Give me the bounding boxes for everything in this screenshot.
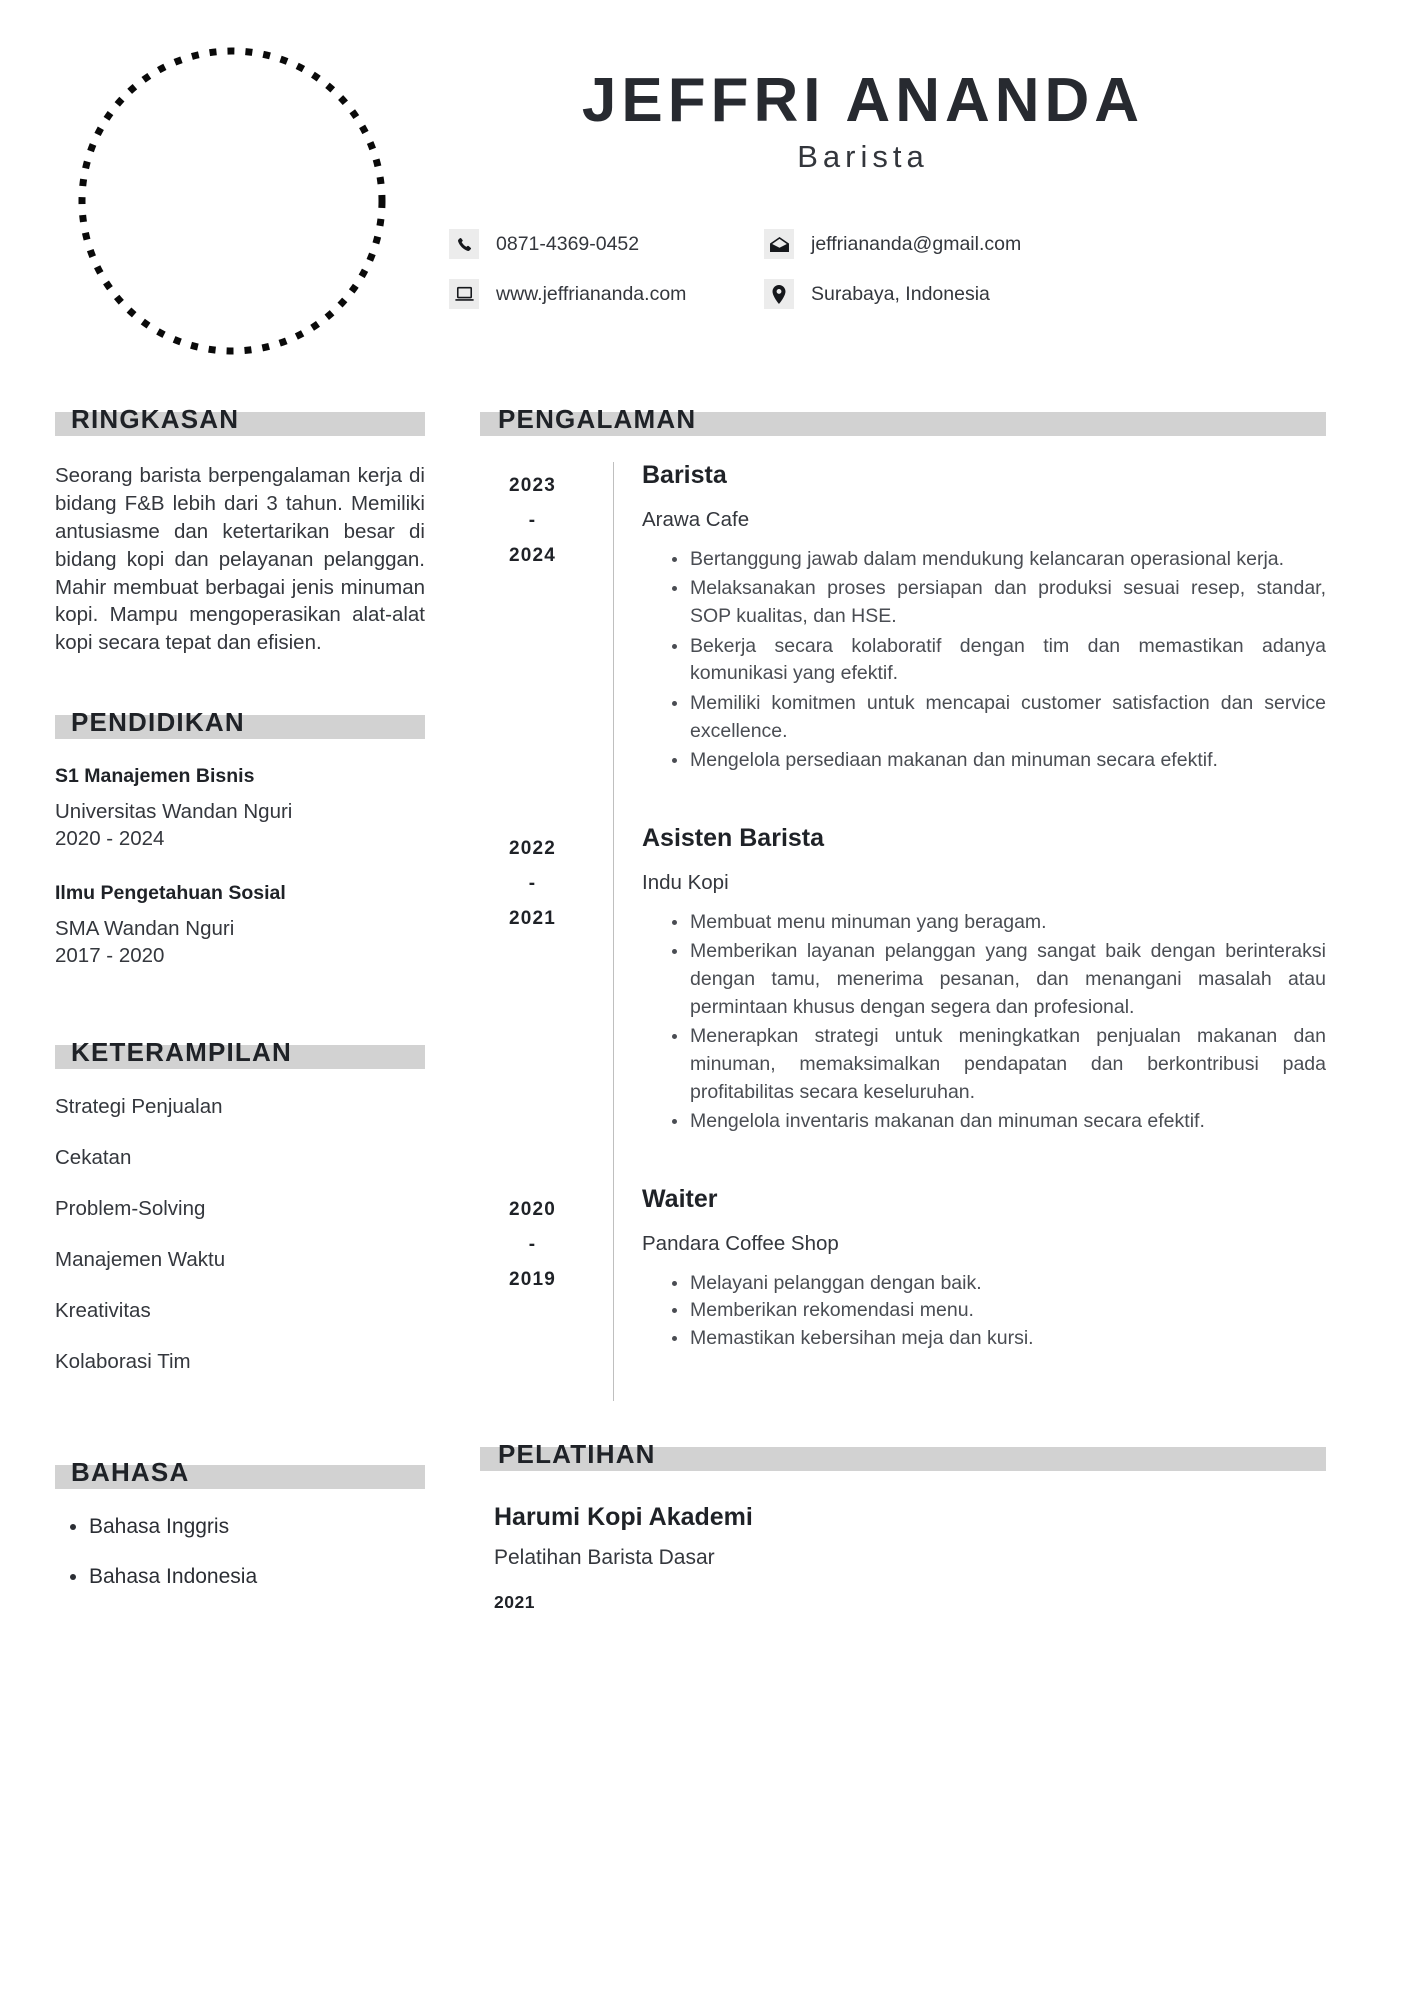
experience-company: Arawa Cafe: [642, 507, 750, 531]
experience-role: Barista: [642, 461, 727, 489]
sidebar-column: [0, 400, 460, 1615]
job-title: Barista: [797, 139, 929, 175]
experience-item: [480, 825, 1326, 1186]
education-degree: S1 Manajemen Bisnis: [55, 765, 255, 788]
list-item: Strategi Penjualan: [55, 1095, 223, 1119]
year-separator: -: [528, 873, 537, 895]
experience-years: [480, 462, 585, 825]
year-end: 2019: [508, 1269, 557, 1291]
section-heading-pengalaman: [480, 400, 1326, 438]
year-start: 2020: [508, 1199, 557, 1220]
training-description: Pelatihan Barista Dasar: [494, 1545, 715, 1569]
resume-header: [0, 0, 1414, 400]
education-item: [55, 882, 425, 969]
section-title: PELATIHAN: [498, 1438, 656, 1469]
year-start: 2023: [508, 475, 557, 496]
year-end: 2024: [508, 545, 557, 567]
list-item: Bertanggung jawab dalam mendukung kelancaran operasional kerja.: [672, 546, 1326, 574]
email-value: jeffriananda@gmail.com: [811, 232, 1022, 255]
experience-content: [614, 825, 1326, 1186]
page-title: JEFFRI ANANDA: [581, 66, 1145, 135]
education-degree: Ilmu Pengetahuan Sosial: [55, 882, 286, 905]
list-item: Memastikan kebersihan meja dan kursi.: [672, 1325, 1326, 1353]
list-item: Manajemen Waktu: [55, 1248, 226, 1272]
section-heading-ringkasan: [55, 400, 425, 438]
list-item: Problem-Solving: [55, 1197, 206, 1221]
list-item: Melayani pelanggan dengan baik.: [672, 1270, 1326, 1298]
section-title: PENGALAMAN: [498, 404, 697, 434]
list-item: Mengelola persediaan makanan dan minuman secara efektif.: [672, 747, 1326, 775]
training-name: Harumi Kopi Akademi: [494, 1502, 753, 1531]
contact-phone[interactable]: [449, 229, 754, 259]
list-item: • Bahasa Inggris: [89, 1515, 425, 1565]
experience-company: Pandara Coffee Shop: [642, 1231, 839, 1255]
section-title: RINGKASAN: [71, 404, 240, 434]
list-item: Bekerja secara kolaboratif dengan tim dan memastikan adanya komunikasi yang efektif.: [672, 633, 1326, 688]
contact-location[interactable]: [764, 279, 1322, 309]
experience-years: [480, 1186, 585, 1401]
phone-value: 0871-4369-0452: [496, 232, 640, 255]
contact-grid: [422, 229, 1362, 309]
list-item: Membuat menu minuman yang beragam.: [672, 909, 1326, 937]
section-heading-keterampilan: [55, 1033, 425, 1071]
skills-list: [55, 1095, 425, 1401]
phone-icon: [449, 229, 479, 259]
contact-website[interactable]: [449, 279, 754, 309]
experience-bullets: [642, 909, 1326, 1137]
experience-role: Waiter: [642, 1185, 718, 1213]
list-item: Memberikan layanan pelanggan yang sangat baik dengan berinteraksi dengan tamu, menerima pesanan, dan menangani masalah atau permintaan khusus dengan segera dan profesional.: [672, 938, 1326, 1021]
contact-email[interactable]: [764, 229, 1322, 259]
list-item: Melaksanakan proses persiapan dan produksi sesuai resep, standar, SOP kualitas, dan HSE.: [672, 575, 1326, 630]
spacer: [55, 1401, 425, 1453]
list-item: Memberikan rekomendasi menu.: [672, 1297, 1326, 1325]
spacer: [55, 999, 425, 1033]
education-years: 2017 - 2020: [55, 944, 165, 968]
training-year: 2021: [494, 1591, 535, 1612]
summary-text: Seorang barista berpengalaman kerja di bidang F&B lebih dari 3 tahun. Memiliki antusiasme dan ketertarikan besar di bidang kopi dan pelayanan pelanggan. Mahir membuat berbagai jenis minuman kopi. Mampu mengoperasikan alat-alat kopi secara tepat dan efisien.: [55, 464, 425, 655]
list-item: Menerapkan strategi untuk meningkatkan penjualan makanan dan minuman, memaksimalkan pendapatan dan berkontribusi pada profitabilitas secara keseluruhan.: [672, 1023, 1326, 1106]
education-school: SMA Wandan Nguri: [55, 917, 235, 941]
list-item: Kolaborasi Tim: [55, 1350, 191, 1374]
header-main: [402, 38, 1362, 309]
experience-years: [480, 825, 585, 1186]
resume-body: [0, 400, 1414, 1615]
year-start: 2022: [508, 838, 557, 859]
section-heading-pelatihan: [480, 1435, 1326, 1473]
experience-content: [614, 1186, 1326, 1401]
section-title: BAHASA: [71, 1457, 190, 1488]
section-title: KETERAMPILAN: [71, 1037, 292, 1068]
languages-list: [55, 1515, 425, 1615]
experience-bullets: [642, 546, 1326, 776]
experience-item: [480, 462, 1326, 825]
year-separator: -: [528, 1234, 537, 1256]
dotted-circle-photo: [77, 46, 387, 356]
experience-role: Asisten Barista: [642, 824, 825, 852]
education-item: [55, 765, 425, 852]
year-separator: -: [528, 510, 537, 532]
location-icon: [764, 279, 794, 309]
website-icon: [449, 279, 479, 309]
list-item: Kreativitas: [55, 1299, 151, 1323]
email-icon: [764, 229, 794, 259]
experience-item: [480, 1186, 1326, 1401]
website-value: www.jeffriananda.com: [496, 282, 687, 305]
list-item: Memiliki komitmen untuk mencapai customer satisfaction dan service excellence.: [672, 690, 1326, 745]
education-years: 2020 - 2024: [55, 827, 165, 851]
photo-placeholder-wrap: [62, 38, 402, 356]
section-heading-bahasa: [55, 1453, 425, 1491]
location-value: Surabaya, Indonesia: [811, 282, 990, 305]
experience-company: Indu Kopi: [642, 870, 729, 894]
education-school: Universitas Wandan Nguri: [55, 800, 293, 824]
experience-bullets: [642, 1270, 1326, 1353]
spacer: [480, 1401, 1326, 1435]
list-item: Cekatan: [55, 1146, 132, 1170]
experience-content: [614, 462, 1326, 825]
section-heading-pendidikan: [55, 703, 425, 741]
year-end: 2021: [508, 908, 557, 930]
main-column: [460, 400, 1362, 1615]
training-item: [480, 1497, 1326, 1613]
section-title: PENDIDIKAN: [71, 707, 245, 738]
list-item: • Bahasa Indonesia: [89, 1565, 425, 1615]
list-item: Mengelola inventaris makanan dan minuman secara efektif.: [672, 1108, 1326, 1136]
